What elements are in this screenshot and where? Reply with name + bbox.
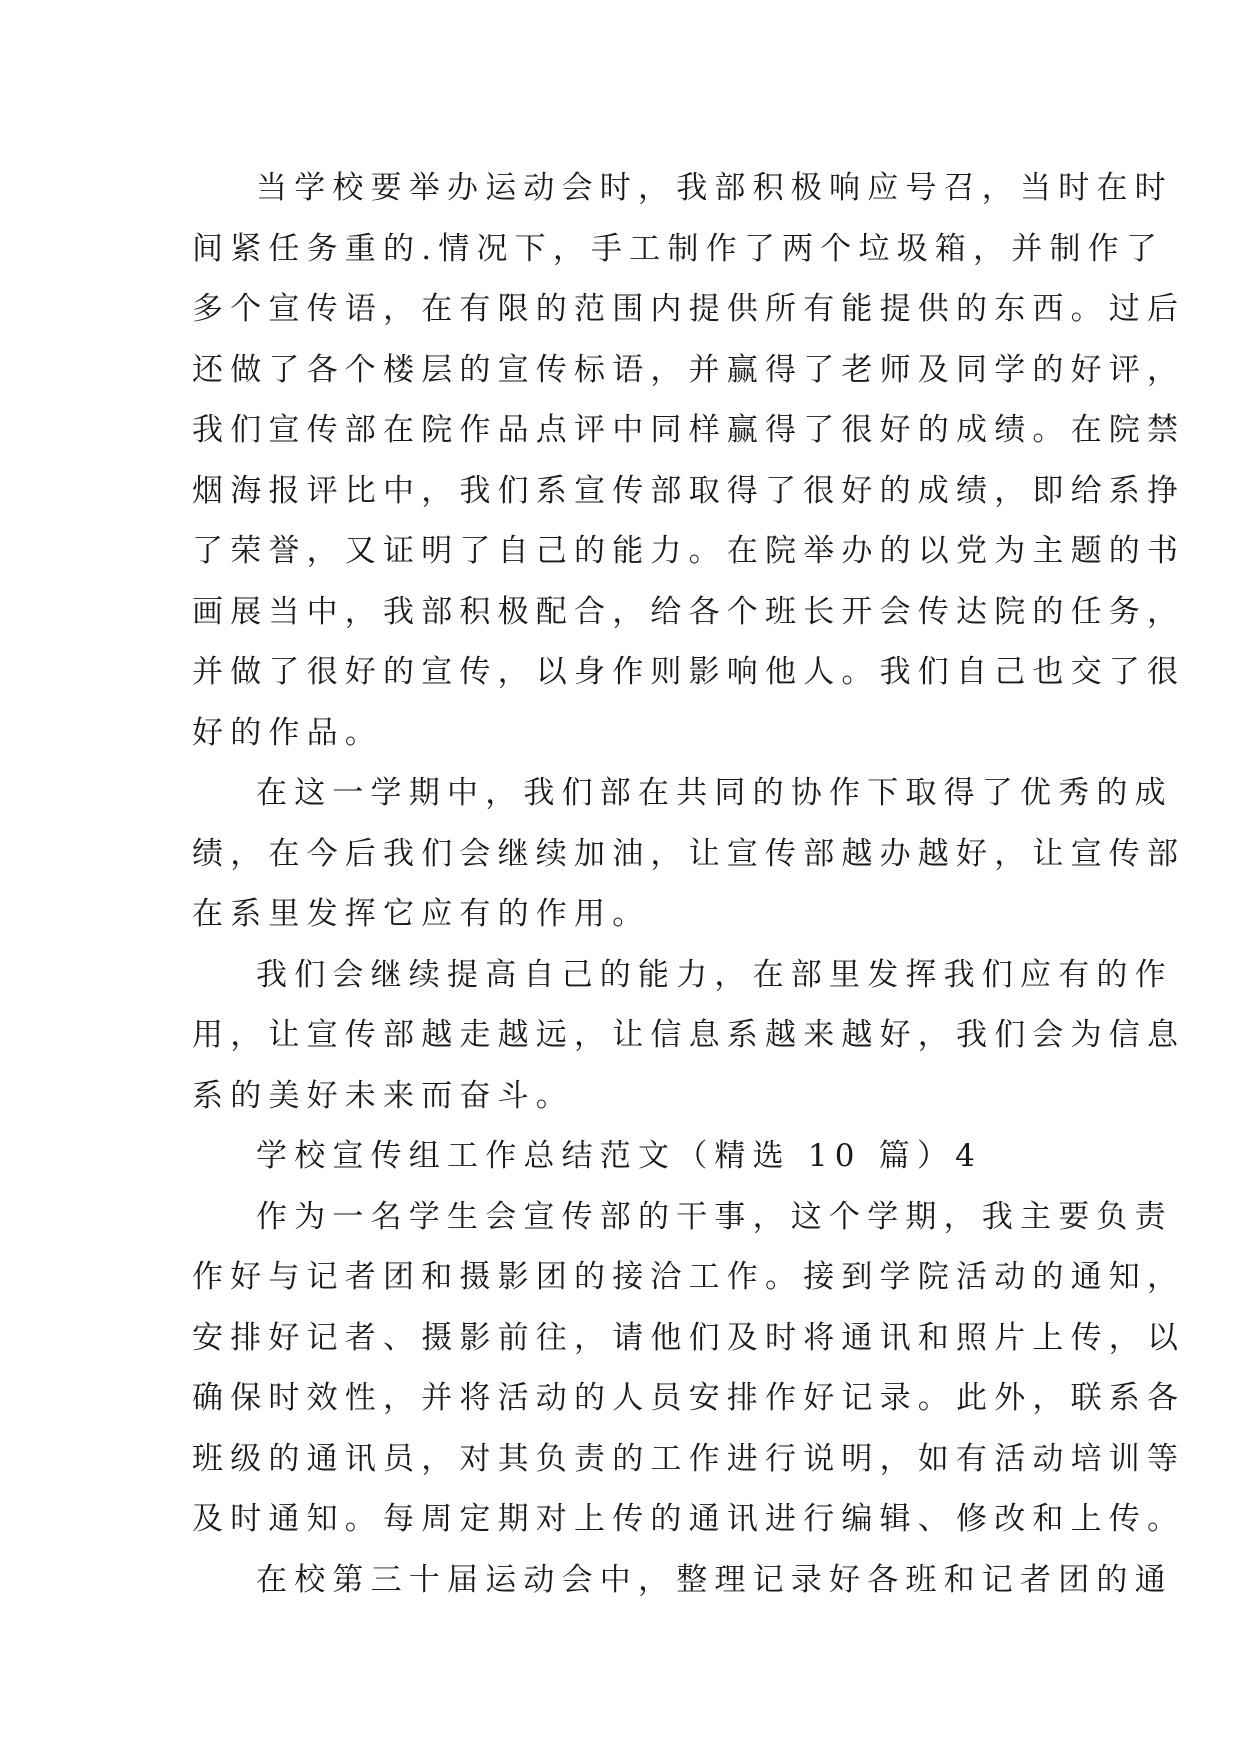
text-line: 确保时效性，并将活动的人员安排作好记录。此外，联系各 <box>192 1380 1186 1416</box>
text-line: 并做了很好的宣传，以身作则影响他人。我们自己也交了很 <box>192 654 1186 690</box>
text-line: 在系里发挥它应有的作用。 <box>192 896 651 932</box>
text-line: 当学校要举办运动会时，我部积极响应号召，当时在时 <box>256 170 1173 206</box>
text-line: 画展当中，我部积极配合，给各个班长开会传达院的任务， <box>192 593 1186 630</box>
text-line: 及时通知。每周定期对上传的通讯进行编辑、修改和上传。 <box>192 1501 1186 1537</box>
text-line: 作为一名学生会宣传部的干事，这个学期，我主要负责 <box>256 1198 1173 1235</box>
text-line: 班级的通讯员，对其负责的工作进行说明，如有活动培训等 <box>192 1440 1186 1477</box>
text-line: 多个宣传语，在有限的范围内提供所有能提供的东西。过后 <box>192 291 1186 327</box>
text-line: 间紧任务重的.情况下，手工制作了两个垃圾箱，并制作了 <box>192 230 1165 267</box>
text-line: 作好与记者团和摄影团的接洽工作。接到学院活动的通知， <box>192 1259 1186 1295</box>
text-line: 我们会继续提高自己的能力，在部里发挥我们应有的作 <box>256 956 1173 993</box>
text-line: 我们宣传部在院作品点评中同样赢得了很好的成绩。在院禁 <box>192 412 1186 448</box>
text-line: 绩，在今后我们会继续加油，让宣传部越办越好，让宣传部 <box>192 835 1186 872</box>
text-line: 烟海报评比中，我们系宣传部取得了很好的成绩，即给系挣 <box>192 472 1186 509</box>
text-line: 还做了各个楼层的宣传标语，并赢得了老师及同学的好评， <box>192 351 1186 388</box>
text-line: 了荣誉，又证明了自己的能力。在院举办的以党为主题的书 <box>192 533 1186 569</box>
text-line: 学校宣传组工作总结范文（精选 10 篇）4 <box>256 1138 983 1174</box>
text-line: 好的作品。 <box>192 714 383 751</box>
text-line: 在这一学期中，我们部在共同的协作下取得了优秀的成 <box>256 775 1173 811</box>
text-line: 在校第三十届运动会中，整理记录好各班和记者团的通 <box>256 1561 1173 1598</box>
text-line: 用，让宣传部越走越远，让信息系越来越好，我们会为信息 <box>192 1017 1186 1053</box>
document-body <box>192 158 1186 1610</box>
text-line: 安排好记者、摄影前往，请他们及时将通讯和照片上传，以 <box>192 1319 1186 1356</box>
text-line: 系的美好未来而奋斗。 <box>192 1077 574 1114</box>
